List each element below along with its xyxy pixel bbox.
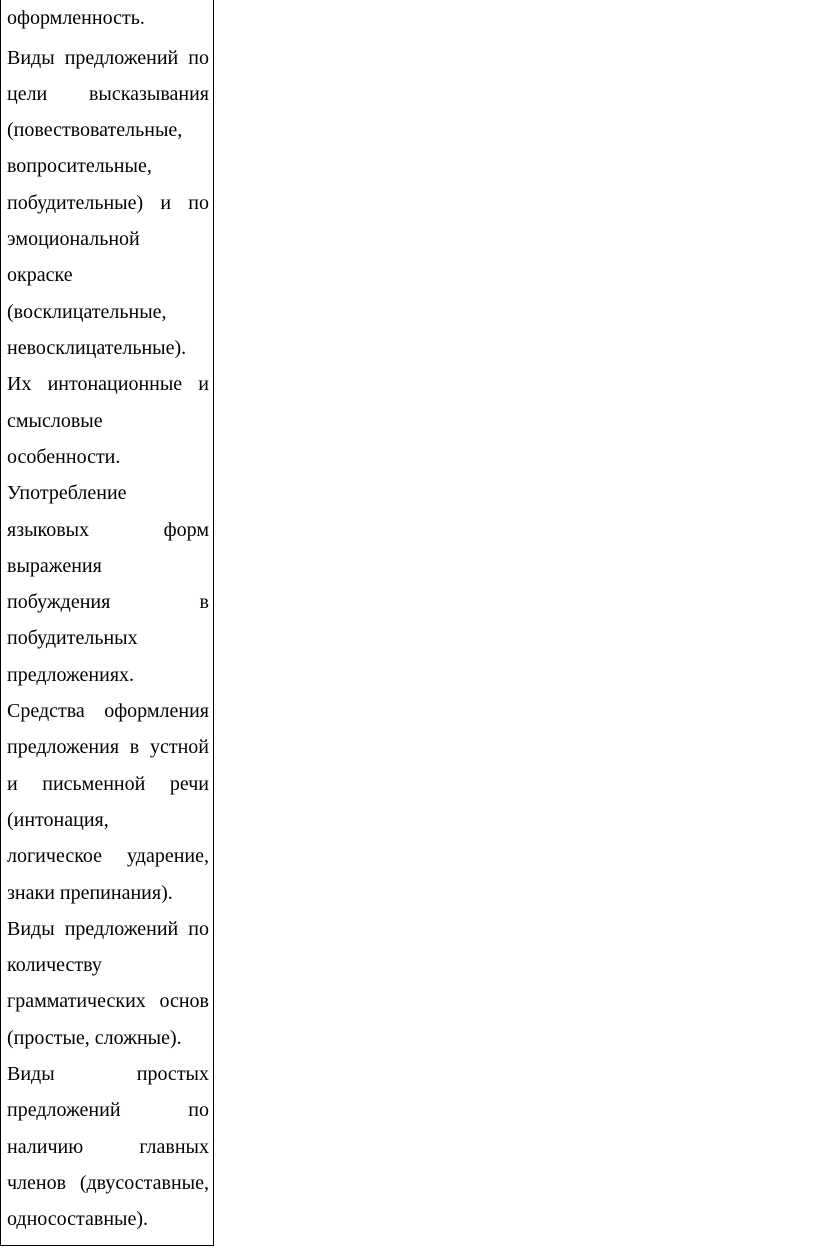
text-line: побудительных [7, 627, 138, 649]
text-line: количеству [7, 954, 102, 976]
text-line: Виды предложений по [7, 918, 209, 940]
text-line: предложения в устной [7, 736, 209, 758]
text-line: грамматических основ [7, 990, 209, 1012]
text-line: Средства оформления [7, 700, 209, 722]
text-line: оформленность. [7, 7, 145, 29]
text-line: Употребление [7, 482, 127, 504]
text-line: предложениях. [7, 664, 135, 686]
text-line: знаки препинания). [7, 882, 173, 904]
text-line: окраске [7, 264, 73, 286]
table-cell [0, 0, 214, 1246]
text-line: наличию главных [7, 1136, 209, 1158]
text-line: (интонация, [7, 809, 109, 831]
text-line: эмоциональной [7, 228, 140, 250]
text-line: (простые, сложные). [7, 1027, 182, 1049]
text-line: побудительные) и по [7, 192, 209, 214]
text-line: (восклицательные, [7, 301, 167, 323]
text-line: выражения [7, 555, 102, 577]
text-line: логическое ударение, [7, 845, 209, 867]
text-line: (повествовательные, [7, 119, 183, 141]
text-line: языковых форм [7, 519, 209, 541]
text-line: Виды предложений по [7, 47, 209, 69]
text-line: и письменной речи [7, 773, 209, 795]
text-line: односоставные). [7, 1208, 149, 1230]
text-line: Их интонационные и [7, 373, 209, 395]
text-line: вопросительные, [7, 155, 152, 177]
text-line: побуждения в [7, 591, 209, 613]
text-line: Виды простых [7, 1063, 209, 1085]
text-line: членов (двусоставные, [7, 1172, 209, 1194]
text-line: цели высказывания [7, 83, 209, 105]
text-line: невосклицательные). [7, 337, 187, 359]
text-line: особенности. [7, 446, 121, 468]
text-line: смысловые [7, 410, 103, 432]
text-line: предложений по [7, 1099, 209, 1121]
